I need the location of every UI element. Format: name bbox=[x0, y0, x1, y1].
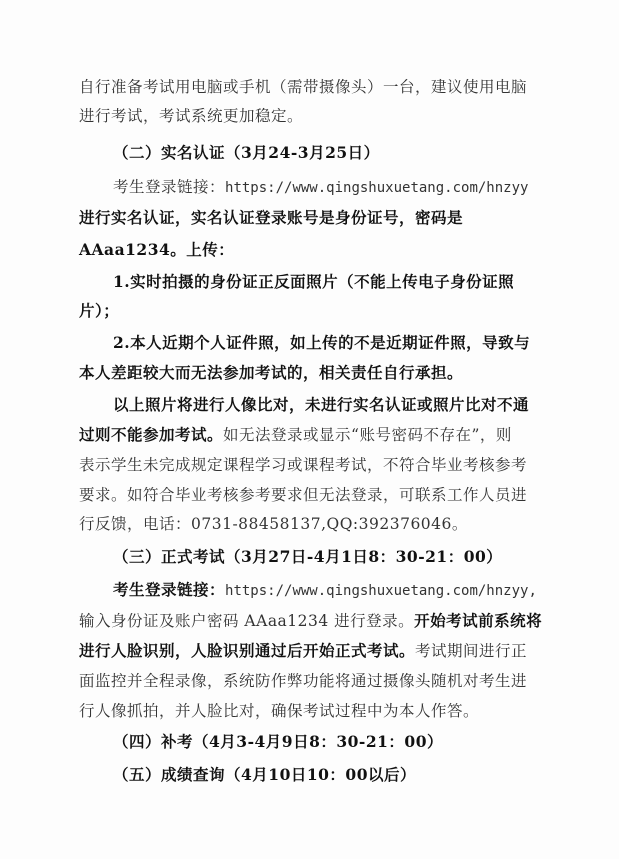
section-2-note-line-1: 以上照片将进行人像比对，未进行实名认证或照片比对不通 bbox=[113, 395, 530, 414]
section-3-line-3-rest: 考试期间进行正 bbox=[415, 642, 528, 660]
section-2-note-line-2-rest: 如无法登录或显示“账号密码不存在”，则 bbox=[223, 426, 512, 444]
section-3-link-url[interactable]: https://www.qingshuxuetang.com/hnzyy, bbox=[225, 583, 537, 599]
section-3-line-2-normal: 输入身份证及账户密码 AAaa1234 进行登录。 bbox=[79, 612, 415, 630]
intro-line-2: 进行考试，考试系统更加稳定。 bbox=[79, 107, 304, 125]
section-2-item-2-line-1: 2.本人近期个人证件照，如上传的不是近期证件照，导致与 bbox=[113, 333, 531, 352]
section-2-note-line-2 bbox=[79, 423, 512, 447]
section-3-heading: （三）正式考试（3月27日-4月1日8：30-21：00） bbox=[113, 547, 503, 566]
section-3-line-3 bbox=[79, 639, 527, 663]
intro-line-1: 自行准备考试用电脑或手机（需带摄像头）一台，建议使用电脑 bbox=[79, 78, 528, 96]
section-3-link-label: 考生登录链接： bbox=[113, 580, 226, 599]
section-2-item-2-line-2: 本人差距较大而无法参加考试的，相关责任自行承担。 bbox=[79, 363, 464, 382]
section-3-line-2 bbox=[79, 609, 542, 633]
section-2-link-url[interactable]: https://www.qingshuxuetang.com/hnzyy bbox=[225, 180, 529, 196]
section-2-item-1-line-2: 片）； bbox=[79, 301, 120, 320]
section-2-item-1-line-1: 1.实时拍摄的身份证正反面照片（不能上传电子身份证照 bbox=[113, 272, 515, 291]
section-4-heading: （四）补考（4月3-4月9日8：30-21：00） bbox=[113, 732, 444, 751]
section-3-link-line bbox=[113, 578, 537, 603]
section-3-line-2-bold: 开始考试前系统将 bbox=[414, 611, 543, 630]
section-2-note-line-4: 要求。如符合毕业考核参考要求但无法登录，可联系工作人员进 bbox=[79, 486, 528, 504]
section-2-line-3: AAaa1234。上传： bbox=[79, 240, 235, 259]
section-2-link-label: 考生登录链接： bbox=[113, 178, 226, 196]
section-2-heading: （二）实名认证（3月24-3月25日） bbox=[113, 143, 380, 162]
section-2-line-2: 进行实名认证，实名认证登录账号是身份证号，密码是 bbox=[79, 208, 464, 227]
section-2-note-line-5: 行反馈，电话：0731-88458137,QQ:392376046。 bbox=[79, 515, 468, 533]
section-3-line-4: 面监控并全程录像，系统防作弊功能将通过摄像头随机对考生进 bbox=[79, 672, 528, 690]
section-3-line-5: 行人像抓拍，并人脸比对，确保考试过程中为本人作答。 bbox=[79, 702, 480, 720]
section-2-note-line-2-bold: 过则不能参加考试。 bbox=[79, 425, 224, 444]
section-2-note-line-3: 表示学生未完成规定课程学习或课程考试，不符合毕业考核参考 bbox=[79, 456, 528, 474]
section-5-heading: （五）成绩查询（4月10日10：00以后） bbox=[113, 765, 416, 784]
section-2-link-line bbox=[113, 175, 528, 200]
section-3-line-3-bold: 进行人脸识别，人脸识别通过后开始正式考试。 bbox=[79, 641, 416, 660]
